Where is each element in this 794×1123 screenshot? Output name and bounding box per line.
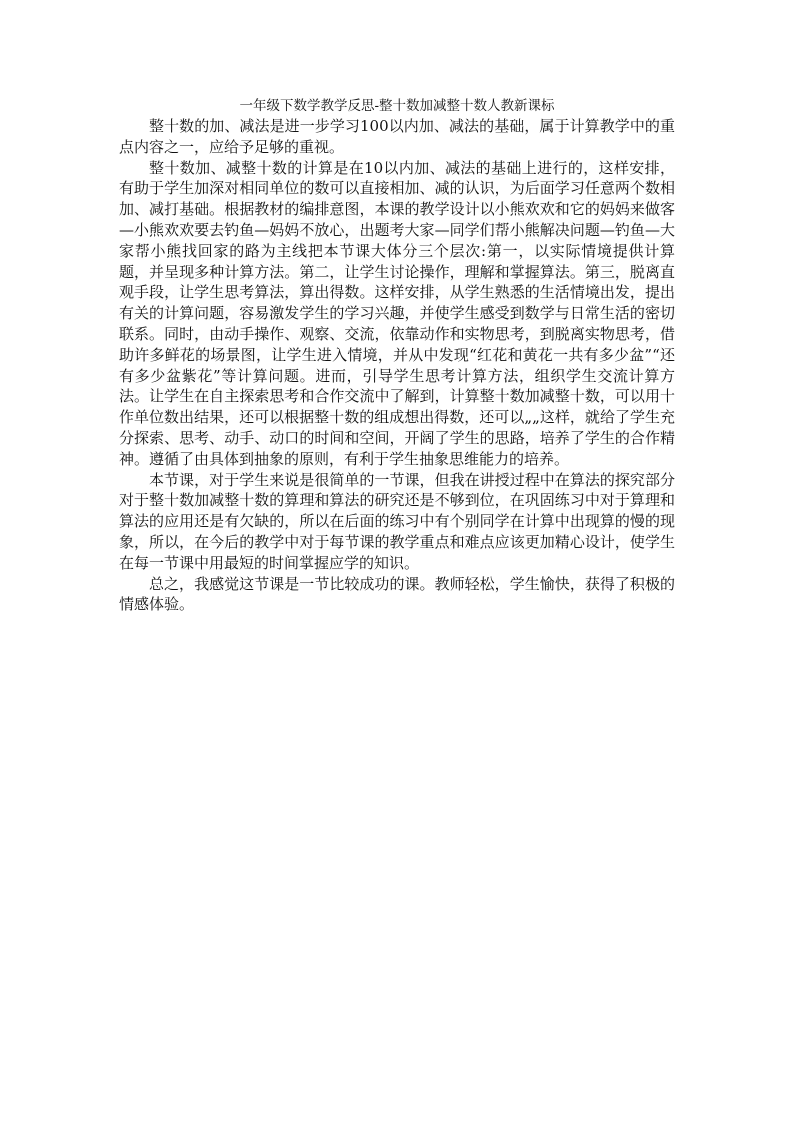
document-page	[119, 96, 675, 615]
paragraph-3: 本节课，对于学生来说是很简单的一节课，但我在讲授过程中在算法的探究部分对于整十数加减整十数的算理和算法的研究还是不够到位，在巩固练习中对于算理和算法的应用还是有欠缺的，所以在后面的练习中有个别同学在计算中出现算的慢的现象，所以，在今后的教学中对于每节课的教学重点和难点应该更加精心设计，使学生在每一节课中用最短的时间掌握应学的知识。	[119, 470, 675, 572]
document-title: 一年级下数学教学反思-整十数加减整十数人教新课标	[239, 98, 555, 114]
paragraph-4: 总之，我感觉这节课是一节比较成功的课。教师轻松，学生愉快，获得了积极的情感体验。	[119, 574, 675, 614]
paragraph-1: 整十数的加、减法是进一步学习100以内加、减法的基础，属于计算教学中的重点内容之一，应给予足够的重视。	[119, 117, 675, 156]
paragraph-2: 整十数加、减整十数的计算是在10以内加、减法的基础上进行的，这样安排，有助于学生加深对相同单位的数可以直接相加、减的认识，为后面学习任意两个数相加、减打基础。根据教材的编排意图，本课的教学设计以小熊欢欢和它的妈妈来做客—小熊欢欢要去钓鱼—妈妈不放心，出题考大家—同学们帮小熊解决问题—钓鱼—大家帮小熊找回家的路为主线把本节课大体分三个层次:第一，以实际情境提供计算题，并呈现多种计算方法。第二，让学生讨论操作，理解和掌握算法。第三，脱离直观手段，让学生思考算法，算出得数。这样安排，从学生熟悉的生活情境出发，提出有关的计算问题，容易激发学生的学习兴趣，并使学生感受到数学与日常生活的密切联系。同时，由动手操作、观察、交流，依靠动作和实物思考，到脱离实物思考，借助许多鲜花的场景图，让学生进入情境，并从中发现“红花和黄花一共有多少盆”“还有多少盆紫花”等计算问题。进而，引导学生思考计算方法，组织学生交流计算方法。让学生在自主探索思考和合作交流中了解到，计算整十数加减整十数，可以用十作单位数出结果，还可以根据整十数的组成想出得数，还可以„„这样，就给了学生充分探索、思考、动手、动口的时间和空间，开阔了学生的思路，培养了学生的合作精神。遵循了由具体到抽象的原则，有利于学生抽象思维能力的培养。	[119, 158, 675, 468]
